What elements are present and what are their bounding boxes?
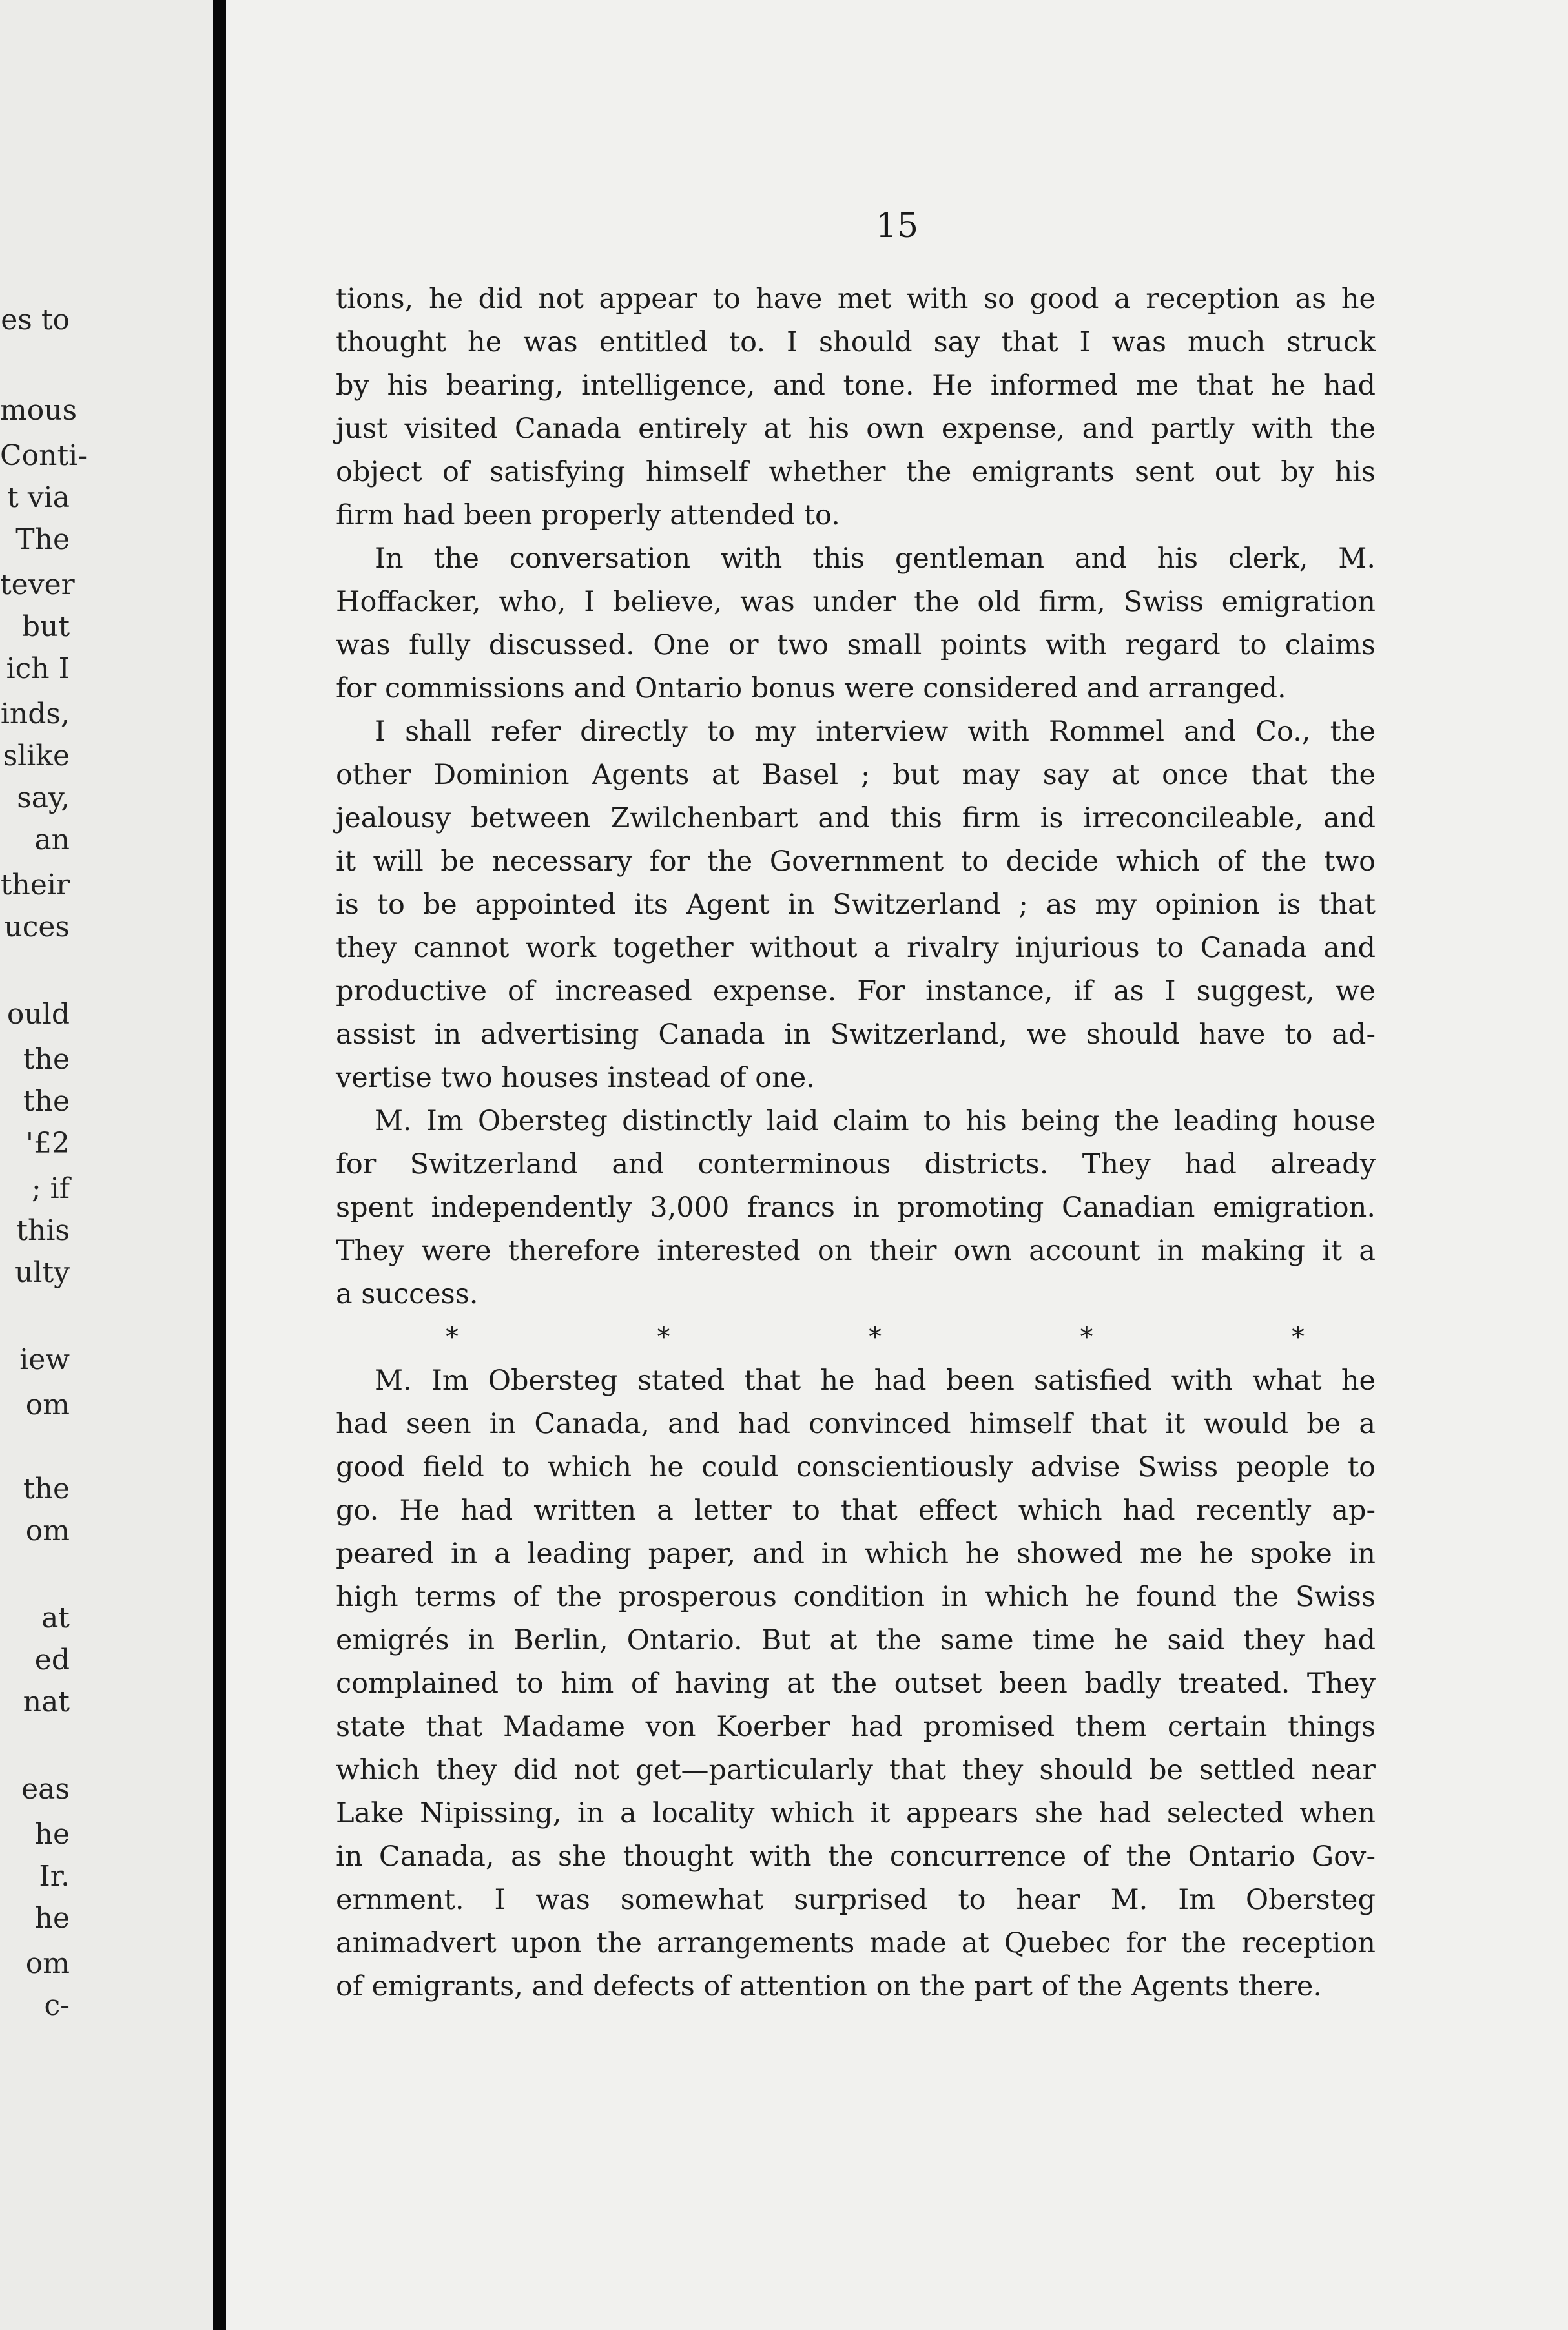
left-page-fragment-text: he — [34, 1902, 70, 1935]
text-line: Hoffacker, who, I believe, was under the old firm, Swiss emigration — [336, 586, 1376, 618]
left-page-fragment-text: uces — [4, 911, 70, 943]
text-line: object of satisfying himself whether the emigrants sent out by his — [336, 456, 1376, 488]
left-page-fragment-text: om — [25, 1514, 70, 1547]
left-page-fragment-text: the — [23, 1085, 70, 1118]
left-page-fragment-text: '£2 — [25, 1127, 70, 1160]
text-line: which they did not get—particularly that they should be settled near — [336, 1754, 1376, 1786]
text-line: ernment. I was somewhat surprised to hear M. Im Obersteg — [336, 1884, 1376, 1916]
text-line: productive of increased expense. For instance, if as I suggest, we — [336, 975, 1376, 1007]
text-line: M. Im Obersteg stated that he had been satisfied with what he — [375, 1365, 1376, 1397]
left-page-fragment-text: mous — [0, 394, 77, 427]
text-line: by his bearing, intelligence, and tone. He informed me that he had — [336, 369, 1376, 402]
asterisk: * — [869, 1323, 882, 1352]
text-line: for commissions and Ontario bonus were considered and arranged. — [336, 672, 1286, 705]
asterisk: * — [446, 1323, 459, 1352]
left-page-fragment — [0, 0, 213, 2330]
text-line: spent independently 3,000 francs in promoting Canadian emigration. — [336, 1191, 1376, 1224]
left-page-fragment-text: the — [23, 1043, 70, 1076]
text-line: emigrés in Berlin, Ontario. But at the same time he said they had — [336, 1624, 1376, 1656]
left-page-fragment-text: an — [34, 823, 70, 856]
text-line: for Switzerland and conterminous districts. They had already — [336, 1148, 1376, 1180]
paragraph-1 — [336, 278, 1376, 537]
page-number: 15 — [875, 207, 919, 245]
left-page-fragment-text: nat — [23, 1686, 70, 1718]
left-page-fragment-text: their — [0, 869, 70, 902]
text-line: tions, he did not appear to have met with so good a reception as he — [336, 283, 1376, 315]
asterisk: * — [657, 1323, 670, 1352]
left-page-fragment-text: ed — [34, 1644, 70, 1676]
right-page — [226, 0, 1568, 2330]
paragraph-2 — [336, 537, 1376, 710]
left-page-fragment-text: slike — [3, 739, 70, 772]
left-page-fragment-text: eas — [21, 1773, 70, 1806]
text-line: in Canada, as she thought with the concurrence of the Ontario Gov- — [336, 1840, 1376, 1873]
text-line: jealousy between Zwilchenbart and this firm is irreconcileable, and — [336, 802, 1376, 834]
text-line: state that Madame von Koerber had promised them certain things — [336, 1711, 1376, 1743]
left-page-fragment-text: Conti- — [0, 439, 88, 472]
text-line: peared in a leading paper, and in which he showed me he spoke in — [336, 1538, 1376, 1570]
body-text — [336, 278, 1376, 2008]
left-page-fragment-text: es to — [1, 304, 70, 336]
left-page-fragment-text: tever — [0, 568, 75, 601]
left-page-fragment-text: this — [16, 1214, 70, 1247]
text-line: vertise two houses instead of one. — [336, 1062, 815, 1094]
left-page-fragment-text: The — [15, 523, 70, 556]
left-page-fragment-text: but — [21, 610, 70, 643]
book-gutter — [213, 0, 226, 2330]
text-line: good field to which he could conscientiously advise Swiss people to — [336, 1451, 1376, 1483]
text-line: In the conversation with this gentleman and his clerk, M. — [375, 542, 1376, 575]
text-line: Lake Nipissing, in a locality which it appears she had selected when — [336, 1797, 1376, 1830]
text-line: they cannot work together without a rivalry injurious to Canada and — [336, 932, 1376, 964]
text-line: I shall refer directly to my interview with Rommel and Co., the — [375, 716, 1376, 748]
paragraph-4 — [336, 1100, 1376, 1316]
left-page-fragment-text: ich I — [6, 652, 70, 685]
text-line: had seen in Canada, and had convinced himself that it would be a — [336, 1408, 1376, 1440]
asterisk: * — [1292, 1323, 1305, 1352]
left-page-fragment-text: Ir. — [39, 1860, 70, 1893]
left-page-fragment-text: he — [34, 1818, 70, 1851]
left-page-fragment-text: iew — [19, 1343, 70, 1376]
text-line: was fully discussed. One or two small points with regard to claims — [336, 629, 1376, 661]
asterisk: * — [1080, 1323, 1093, 1352]
text-line: is to be appointed its Agent in Switzerland ; as my opinion is that — [336, 889, 1376, 921]
left-page-fragment-text: say, — [17, 781, 70, 814]
paragraph-5 — [336, 1359, 1376, 2008]
text-line: just visited Canada entirely at his own expense, and partly with the — [336, 413, 1376, 445]
left-page-fragment-text: t via — [7, 481, 70, 514]
text-line: it will be necessary for the Government to decide which of the two — [336, 845, 1376, 878]
text-line: firm had been properly attended to. — [336, 499, 840, 531]
text-line: of emigrants, and defects of attention on the part of the Agents there. — [336, 1970, 1322, 2003]
text-line: complained to him of having at the outset been badly treated. They — [336, 1667, 1376, 1700]
left-page-fragment-text: inds, — [0, 697, 70, 730]
left-page-fragment-text: the — [23, 1472, 70, 1505]
text-line: They were therefore interested on their own account in making it a — [336, 1235, 1376, 1267]
section-break — [336, 1316, 1376, 1359]
text-line: assist in advertising Canada in Switzerland, we should have to ad- — [336, 1018, 1376, 1051]
left-page-fragment-text: c- — [44, 1989, 70, 2022]
left-page-fragment-text: ulty — [15, 1256, 70, 1289]
left-page-fragment-text: om — [25, 1388, 70, 1421]
text-line: a success. — [336, 1278, 479, 1310]
left-page-fragment-text: om — [25, 1947, 70, 1980]
left-page-fragment-text: at — [41, 1602, 70, 1634]
text-line: animadvert upon the arrangements made at Quebec for the reception — [336, 1927, 1376, 1959]
text-line: high terms of the prosperous condition in which he found the Swiss — [336, 1581, 1376, 1613]
left-page-fragment-text: ; if — [31, 1172, 70, 1205]
paragraph-3 — [336, 710, 1376, 1100]
text-line: M. Im Obersteg distinctly laid claim to his being the leading house — [375, 1105, 1376, 1137]
left-page-fragment-text: ould — [6, 998, 70, 1031]
text-line: other Dominion Agents at Basel ; but may say at once that the — [336, 759, 1376, 791]
text-line: go. He had written a letter to that effect which had recently ap- — [336, 1494, 1376, 1527]
text-line: thought he was entitled to. I should say that I was much struck — [336, 326, 1376, 358]
